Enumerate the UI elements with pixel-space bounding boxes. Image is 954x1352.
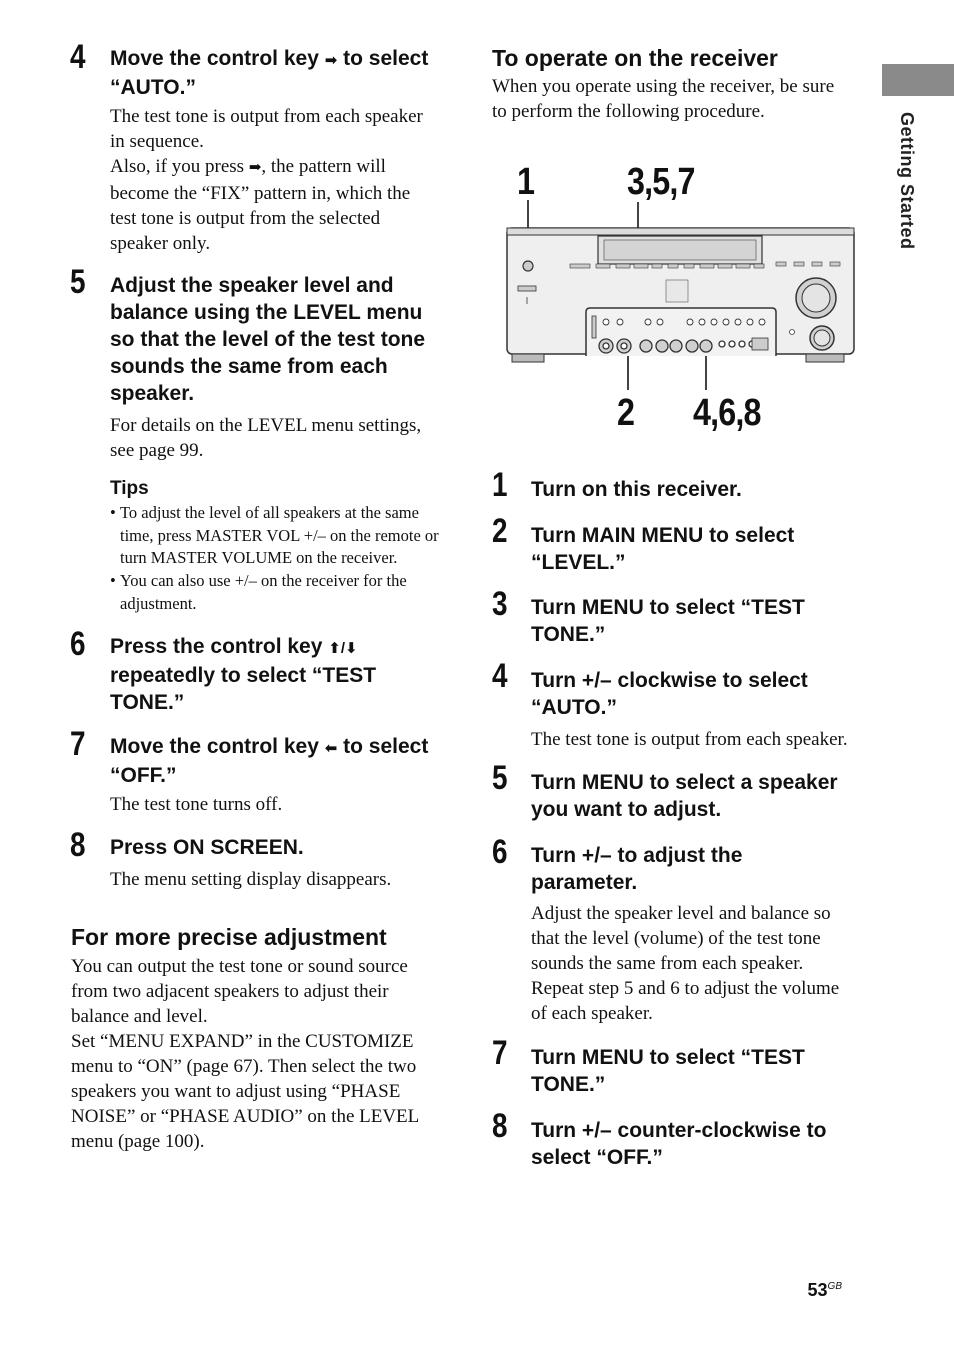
r-step-1-heading: Turn on this receiver. <box>531 478 742 501</box>
page-number-value: 53 <box>807 1280 828 1300</box>
callout-2: 2 <box>617 392 635 434</box>
r-step-5-number: 5 <box>492 759 508 797</box>
r-step-8-number: 8 <box>492 1107 508 1145</box>
step-6-heading <box>110 633 460 716</box>
section-tab-marker <box>882 64 954 96</box>
section-label: Getting Started <box>897 112 917 250</box>
tip-item <box>110 570 450 615</box>
step-7-heading <box>110 733 460 789</box>
callout-3-5-7: 3,5,7 <box>627 161 695 203</box>
tips-list <box>110 502 450 617</box>
bullet-icon: • <box>110 571 116 590</box>
r-step-4-heading: Turn +/– clockwise to select “AUTO.” <box>531 669 808 719</box>
step-8-body: The menu setting display disappears. <box>110 869 392 890</box>
tips-heading: Tips <box>110 478 149 499</box>
callout-4-6-8: 4,6,8 <box>693 392 761 434</box>
left-arrow-icon: ⬅ <box>324 740 338 757</box>
step-8-number: 8 <box>70 826 86 864</box>
bullet-icon: • <box>110 503 116 522</box>
step-5-body: For details on the LEVEL menu settings, see page 99. <box>110 415 422 461</box>
step-6-heading-b: repeatedly to select “TEST TONE.” <box>110 664 377 714</box>
callout-1: 1 <box>517 161 535 203</box>
tip-text: To adjust the level of all speakers at the same time, press MASTER VOL +/– on the remote or turn MASTER VOLUME on the receiver. <box>120 503 439 567</box>
r-step-8-heading: Turn +/– counter-clockwise to select “OFF.” <box>531 1119 827 1169</box>
up-down-arrow-icon: ⬆/⬇ <box>328 640 358 657</box>
receiver-front-panel-illustration <box>500 200 862 395</box>
page-number-suffix: GB <box>827 1281 842 1292</box>
r-step-3-heading: Turn MENU to select “TEST TONE.” <box>531 596 805 646</box>
r-step-4-number: 4 <box>492 657 508 695</box>
receiver-section-body: When you operate using the receiver, be sure to perform the following procedure. <box>492 76 835 122</box>
step-6-number: 6 <box>70 625 86 663</box>
r-step-4-body: The test tone is output from each speaker. <box>531 729 848 750</box>
step-7-heading-a: Move the control key <box>110 735 325 758</box>
step-4-heading-a: Move the control key <box>110 47 325 70</box>
r-step-6-heading: Turn +/– to adjust the parameter. <box>531 844 743 894</box>
tip-text: You can also use +/– on the receiver for the adjustment. <box>120 571 407 613</box>
r-step-7-heading: Turn MENU to select “TEST TONE.” <box>531 1046 805 1096</box>
step-6-heading-a: Press the control key <box>110 635 329 658</box>
step-4-body <box>110 104 455 256</box>
precise-adjustment-heading: For more precise adjustment <box>71 924 387 950</box>
step-8-heading: Press ON SCREEN. <box>110 836 304 859</box>
r-step-7-number: 7 <box>492 1034 508 1072</box>
r-step-6-number: 6 <box>492 833 508 871</box>
step-4-heading <box>110 45 460 101</box>
r-step-1-number: 1 <box>492 466 508 504</box>
step-7-heading-b: to select “OFF.” <box>110 735 429 787</box>
step-5-heading: Adjust the speaker level and balance using the LEVEL menu so that the level of the test tone sounds the same from each speaker. <box>110 274 426 405</box>
step-5-number: 5 <box>70 263 86 301</box>
r-step-6-body: Adjust the speaker level and balance so that the level (volume) of the test tone sounds the same from each speaker. Repeat step 5 and 6 to adjust the volume of each speaker. <box>531 903 840 1024</box>
step-7-number: 7 <box>70 725 86 763</box>
right-arrow-icon: ➡ <box>248 160 262 176</box>
receiver-section-heading: To operate on the receiver <box>492 45 778 71</box>
tip-item <box>110 502 450 570</box>
page-number <box>808 1280 842 1301</box>
step-4-body-a: The test tone is output from each speaker in sequence. Also, if you press <box>110 106 423 177</box>
r-step-2-heading: Turn MAIN MENU to select “LEVEL.” <box>531 524 795 574</box>
step-4-heading-b: to select “AUTO.” <box>110 47 429 99</box>
step-7-body: The test tone turns off. <box>110 794 283 815</box>
step-4-body-b: , the pattern will become the “FIX” pattern in, which the test tone is output from the selected speaker only. <box>110 156 411 254</box>
r-step-3-number: 3 <box>492 585 508 623</box>
step-4-number: 4 <box>70 38 86 76</box>
right-arrow-icon: ➡ <box>324 52 338 69</box>
precise-adjustment-body: You can output the test tone or sound source from two adjacent speakers to adjust their balance and level. Set “MENU EXPAND” in the CUSTOMIZE menu to “ON” (page 67). Then select the two speakers you want to adjust using “PHASE NOISE” or “PHASE AUDIO” on the LEVEL menu (page 100). <box>71 956 420 1152</box>
power-button <box>523 261 533 271</box>
r-step-2-number: 2 <box>492 512 508 550</box>
r-step-5-heading: Turn MENU to select a speaker you want to adjust. <box>531 771 838 821</box>
